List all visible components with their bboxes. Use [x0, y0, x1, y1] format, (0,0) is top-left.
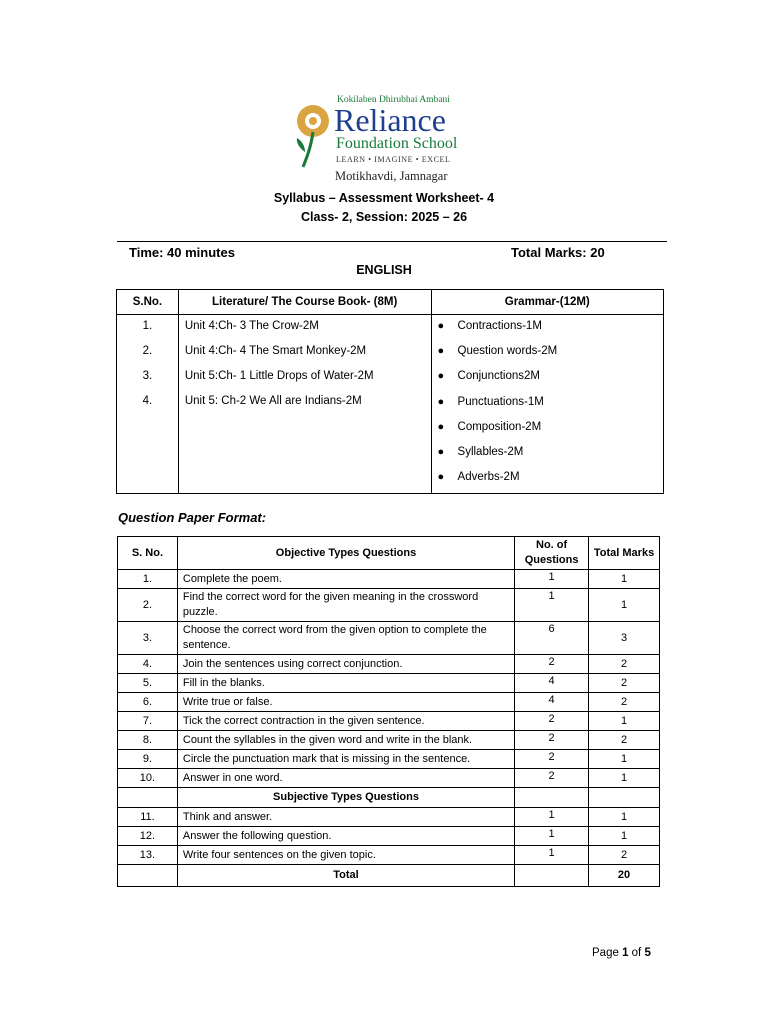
page-current: 1 [622, 947, 629, 959]
row-question: Answer in one word. [177, 769, 514, 788]
row-num-questions: 1 [515, 808, 589, 827]
row-num-questions: 1 [515, 570, 589, 589]
table-row [118, 827, 660, 846]
literature-item: Unit 4:Ch- 3 The Crow-2M [184, 320, 319, 332]
row-sno: 12. [118, 827, 178, 846]
qp-header-marks: Total Marks [589, 537, 660, 570]
table-row [118, 712, 660, 731]
row-question: Join the sentences using correct conjunction. [177, 655, 514, 674]
row-total-marks: 1 [589, 570, 660, 589]
page-number [592, 947, 651, 959]
subjective-heading: Subjective Types Questions [177, 788, 514, 808]
page-of: of [628, 947, 645, 959]
row-num-questions: 2 [515, 769, 589, 788]
row-sno: 5. [118, 674, 178, 693]
literature-item: Unit 5:Ch- 1 Little Drops of Water-2M [184, 370, 374, 382]
row-sno: 4. [118, 655, 178, 674]
grammar-item-label: Punctuations-1M [457, 395, 544, 408]
row-total-marks: 1 [589, 750, 660, 769]
row-sno: 11. [118, 808, 178, 827]
qp-header-num: No. of Questions [515, 537, 589, 570]
row-question: Think and answer. [177, 808, 514, 827]
literature-item: Unit 4:Ch- 4 The Smart Monkey-2M [184, 345, 367, 357]
grammar-item [432, 317, 663, 342]
grammar-item [432, 468, 663, 493]
subjective-heading-blank [589, 788, 660, 808]
row-total-marks: 2 [589, 846, 660, 865]
row-num-questions: 2 [515, 750, 589, 769]
row-question: Count the syllables in the given word and write in the blank. [177, 731, 514, 750]
table-row [118, 808, 660, 827]
question-paper-heading: Question Paper Format: [118, 510, 267, 525]
subjective-rows [118, 808, 660, 865]
syllabus-header-sno: S.No. [117, 290, 179, 315]
qp-header-objective: Objective Types Questions [177, 537, 514, 570]
header-rule [117, 241, 667, 242]
row-question: Tick the correct contraction in the given sentence. [177, 712, 514, 731]
logo-location: Motikhavdi, Jamnagar [335, 169, 448, 183]
table-row [118, 655, 660, 674]
syllabus-sno: 1. [142, 320, 153, 332]
grammar-item-label: Conjunctions2M [457, 370, 540, 383]
table-row [118, 750, 660, 769]
bullet-icon: ● [437, 395, 445, 408]
page-total: 5 [644, 947, 651, 959]
logo-sub: Foundation School [336, 135, 458, 152]
grammar-item [432, 367, 663, 392]
logo-name: Reliance [334, 102, 446, 138]
row-question: Choose the correct word from the given option to complete the sentence. [177, 622, 514, 655]
total-marks-label: Total Marks: 20 [511, 245, 605, 260]
subjective-heading-blank [118, 788, 178, 808]
row-question: Fill in the blanks. [177, 674, 514, 693]
row-sno: 3. [118, 622, 178, 655]
row-sno: 1. [118, 570, 178, 589]
grammar-item-label: Syllables-2M [457, 445, 524, 458]
row-sno: 8. [118, 731, 178, 750]
row-num-questions: 1 [515, 846, 589, 865]
logo-tagline: LEARN • IMAGINE • EXCEL [336, 155, 451, 164]
question-paper-table [117, 536, 660, 887]
syllabus-sno: 3. [142, 370, 153, 382]
row-total-marks: 1 [589, 808, 660, 827]
grammar-item-label: Composition-2M [457, 420, 542, 433]
bullet-icon: ● [437, 320, 445, 332]
total-label: Total [177, 865, 514, 887]
time-label: Time: 40 minutes [129, 245, 235, 260]
logo-line1: Kokilaben Dhirubhai Ambani [337, 95, 450, 105]
syllabus-literature-cell [178, 315, 431, 494]
objective-rows [118, 570, 660, 788]
row-sno: 10. [118, 769, 178, 788]
class-session: Class- 2, Session: 2025 – 26 [300, 210, 468, 224]
grammar-item [432, 418, 663, 443]
syllabus-grammar-cell [431, 315, 663, 494]
row-question: Complete the poem. [177, 570, 514, 589]
row-num-questions: 6 [515, 622, 589, 655]
row-num-questions: 1 [515, 827, 589, 846]
row-total-marks: 3 [589, 622, 660, 655]
grammar-item-label: Question words-2M [457, 345, 558, 358]
grammar-item [432, 443, 663, 468]
row-sno: 13. [118, 846, 178, 865]
subjective-heading-blank [515, 788, 589, 808]
row-total-marks: 2 [589, 674, 660, 693]
bullet-icon: ● [437, 471, 445, 484]
syllabus-sno-cell [117, 315, 179, 494]
row-sno: 7. [118, 712, 178, 731]
bullet-icon: ● [437, 445, 445, 458]
row-num-questions: 4 [515, 674, 589, 693]
row-total-marks: 1 [589, 712, 660, 731]
table-row [118, 570, 660, 589]
row-num-questions: 2 [515, 731, 589, 750]
table-row [118, 589, 660, 622]
syllabus-header-grammar: Grammar-(12M) [431, 290, 663, 315]
syllabus-table [116, 289, 664, 494]
table-row [118, 731, 660, 750]
grammar-item-label: Adverbs-2M [457, 471, 520, 484]
syllabus-sno: 4. [142, 395, 153, 407]
syllabus-header-literature: Literature/ The Course Book- (8M) [178, 290, 431, 315]
total-blank [118, 865, 178, 887]
row-total-marks: 1 [589, 589, 660, 622]
grammar-item-label: Contractions-1M [457, 320, 542, 332]
bullet-icon: ● [437, 420, 445, 433]
row-question: Answer the following question. [177, 827, 514, 846]
table-row [118, 622, 660, 655]
table-row [118, 769, 660, 788]
literature-item: Unit 5: Ch-2 We All are Indians-2M [184, 395, 362, 407]
row-total-marks: 1 [589, 827, 660, 846]
row-total-marks: 2 [589, 731, 660, 750]
row-question: Find the correct word for the given meaning in the crossword puzzle. [177, 589, 514, 622]
row-num-questions: 4 [515, 693, 589, 712]
row-num-questions: 2 [515, 712, 589, 731]
worksheet-title: Syllabus – Assessment Worksheet- 4 [273, 191, 495, 205]
row-total-marks: 2 [589, 655, 660, 674]
total-value: 20 [589, 865, 660, 887]
bullet-icon: ● [437, 345, 445, 358]
grammar-item [432, 342, 663, 367]
grammar-item [432, 393, 663, 418]
row-sno: 9. [118, 750, 178, 769]
row-question: Write true or false. [177, 693, 514, 712]
row-num-questions: 2 [515, 655, 589, 674]
row-total-marks: 2 [589, 693, 660, 712]
row-num-questions: 1 [515, 589, 589, 622]
bullet-icon: ● [437, 370, 445, 383]
row-sno: 6. [118, 693, 178, 712]
table-row [118, 693, 660, 712]
table-row [118, 846, 660, 865]
table-row [118, 674, 660, 693]
syllabus-sno: 2. [142, 345, 153, 357]
row-total-marks: 1 [589, 769, 660, 788]
total-blank [515, 865, 589, 887]
qp-header-sno: S. No. [118, 537, 178, 570]
row-sno: 2. [118, 589, 178, 622]
row-question: Write four sentences on the given topic. [177, 846, 514, 865]
subject-heading: ENGLISH [356, 263, 412, 277]
page-prefix: Page [592, 947, 623, 959]
row-question: Circle the punctuation mark that is missing in the sentence. [177, 750, 514, 769]
